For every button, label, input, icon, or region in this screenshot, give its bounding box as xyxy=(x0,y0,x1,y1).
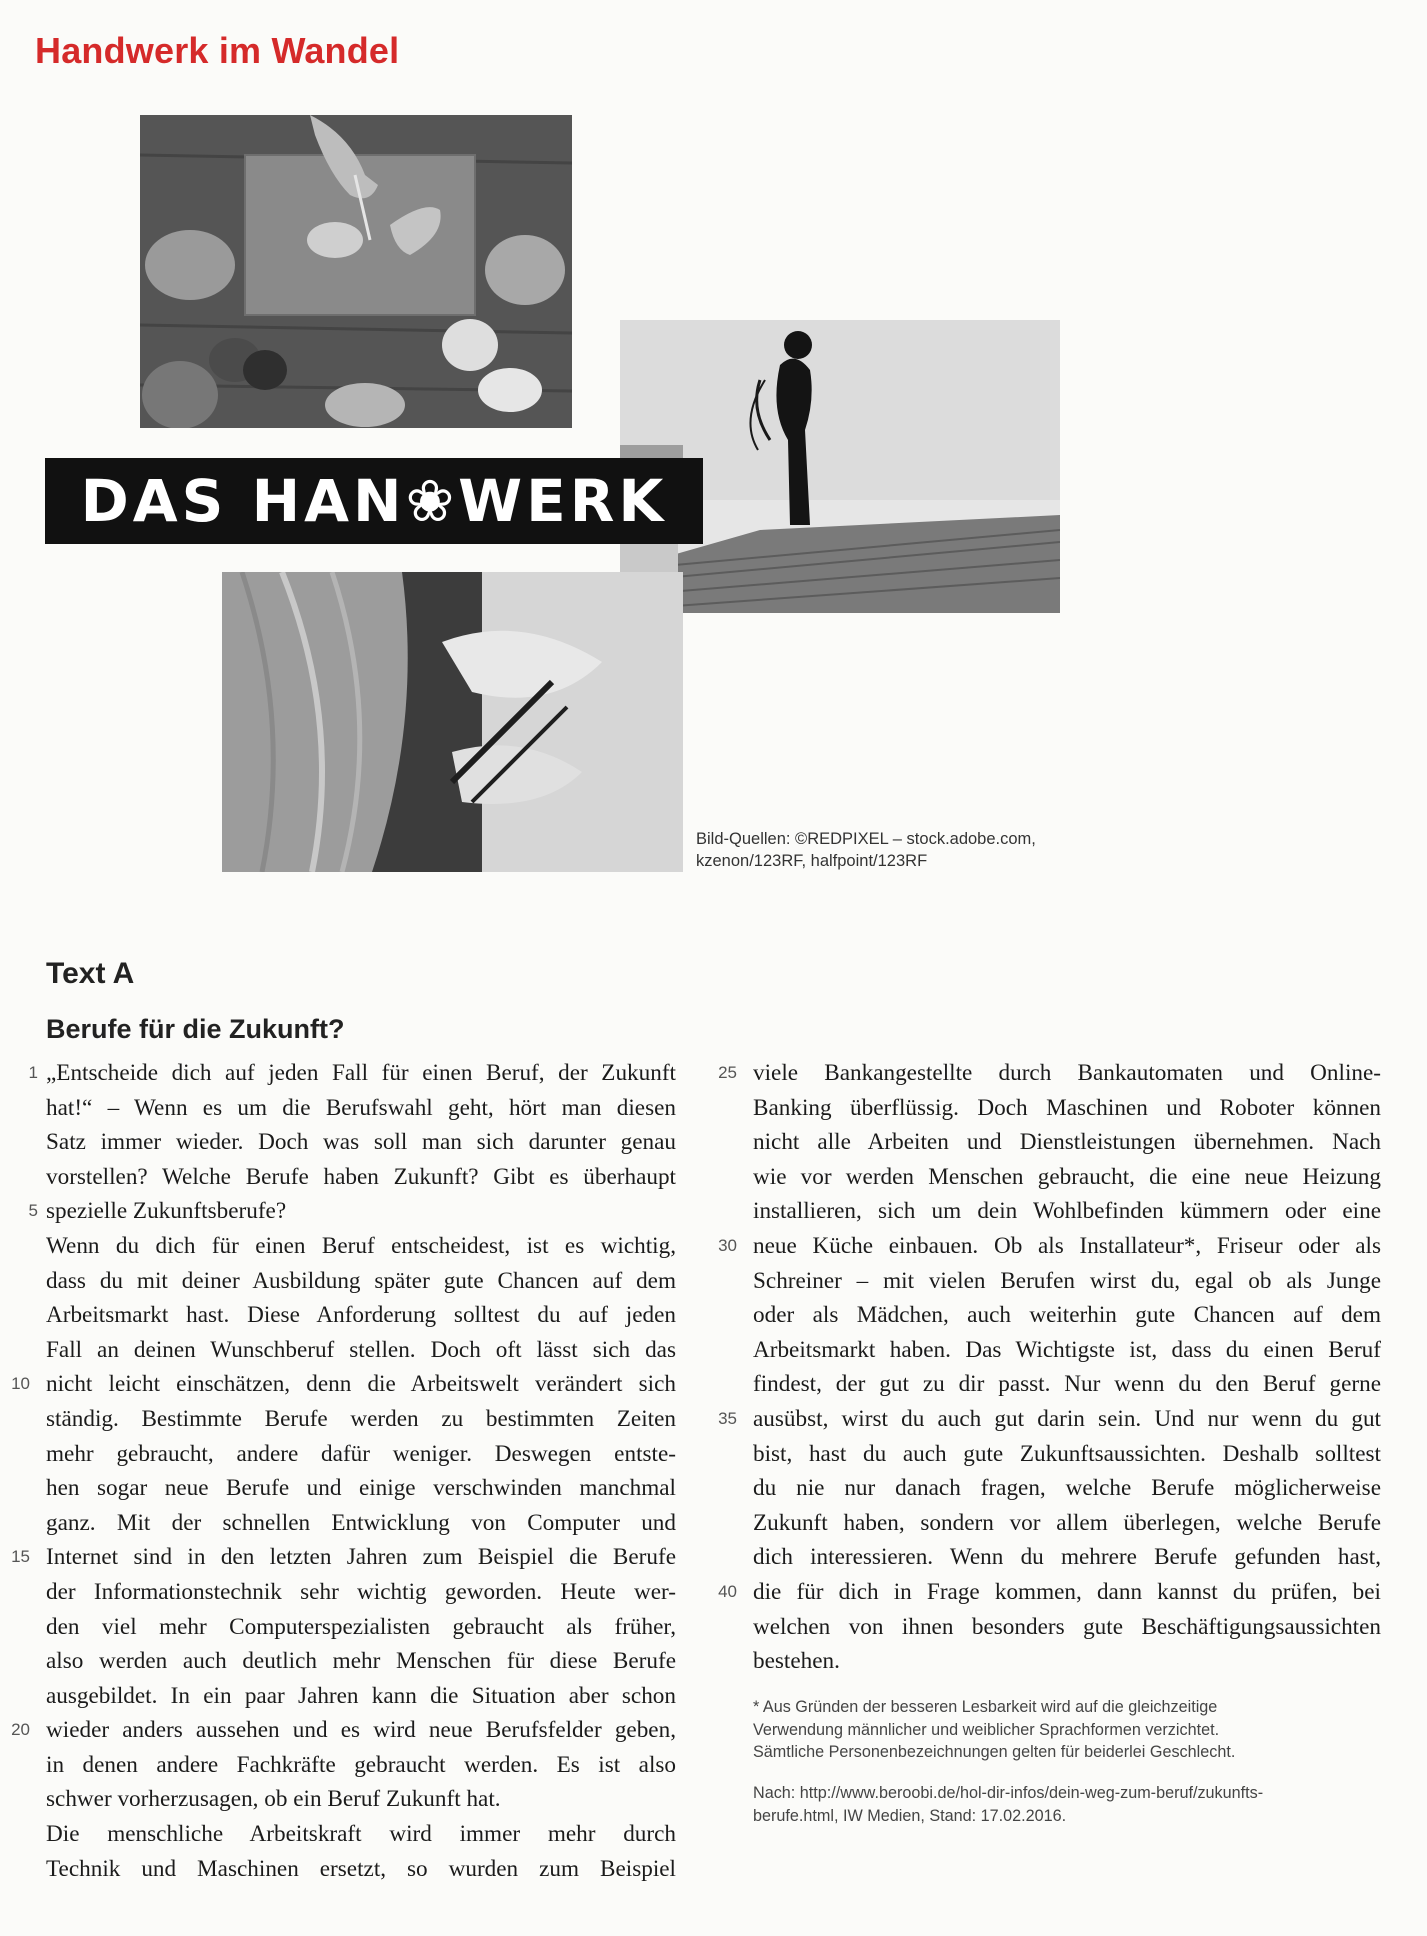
text-line: Zukunft haben, sondern vor allem überlegen, welche Berufe xyxy=(753,1509,1381,1536)
text-line: schwer vorherzusagen, ob ein Beruf Zukunft hat. xyxy=(46,1786,501,1813)
cooking-photo xyxy=(140,115,572,428)
text-line: dich interessieren. Wenn du mehrere Berufe gefunden hast, xyxy=(753,1544,1381,1571)
text-line: die für dich in Frage kommen, dann kannst du prüfen, bei xyxy=(753,1578,1381,1605)
line-number: 35 xyxy=(718,1409,737,1428)
text-line: der Informationstechnik sehr wichtig geworden. Heute wer- xyxy=(46,1578,676,1605)
text-line: bestehen. xyxy=(753,1648,840,1675)
page-title: Handwerk im Wandel xyxy=(35,30,400,71)
text-line: „Entscheide dich auf jeden Fall für einen Beruf, der Zukunft xyxy=(46,1060,676,1086)
section-label: Text A xyxy=(46,957,135,990)
text-line: mehr gebraucht, andere dafür weniger. Deswegen entste- xyxy=(46,1440,676,1467)
article-column-left xyxy=(46,1056,676,1886)
text-line: oder als Mädchen, auch weiterhin gute Chancen auf dem xyxy=(753,1302,1381,1329)
text-line: den viel mehr Computerspezialisten gebraucht als früher, xyxy=(46,1613,676,1640)
article-title: Berufe für die Zukunft? xyxy=(46,1014,345,1044)
text-line: hen sogar neue Berufe und einige verschwinden manchmal xyxy=(46,1475,676,1502)
text-line: ständig. Bestimmte Berufe werden zu bestimmten Zeiten xyxy=(46,1405,676,1432)
text-line: bist, hast du auch gute Zukunftsaussichten. Deshalb solltest xyxy=(753,1440,1381,1467)
text-line: Satz immer wieder. Doch was soll man sich darunter genau xyxy=(46,1129,676,1156)
text-line: installieren, sich um dein Wohlbefinden kümmern oder eine xyxy=(753,1198,1381,1225)
footnote-line: Verwendung männlicher und weiblicher Sprachformen verzichtet. xyxy=(753,1720,1220,1739)
text-line: ganz. Mit der schnellen Entwicklung von Computer und xyxy=(46,1509,676,1536)
line-number: 40 xyxy=(718,1582,737,1601)
text-line: Fall an deinen Wunschberuf stellen. Doch oft lässt sich das xyxy=(46,1336,676,1363)
text-line: ausgebildet. In ein paar Jahren kann die Situation aber schon xyxy=(46,1682,676,1709)
line-number: 15 xyxy=(11,1547,30,1566)
footnote-line: Sämtliche Personenbezeichnungen gelten für beiderlei Geschlecht. xyxy=(753,1743,1236,1761)
text-line: nicht leicht einschätzen, denn die Arbeitswelt verändert sich xyxy=(46,1371,676,1398)
hairdresser-photo xyxy=(222,572,683,872)
logo-text: DAS HAN❀WERK xyxy=(80,467,668,535)
article-column-right xyxy=(753,1056,1381,1679)
line-number: 20 xyxy=(11,1720,30,1739)
footnote-line: * Aus Gründen der besseren Lesbarkeit wird auf die gleichzeitige xyxy=(753,1698,1218,1716)
text-line: Schreiner – mit vielen Berufen wirst du, egal ob als Junge xyxy=(753,1267,1381,1294)
text-line: Technik und Maschinen ersetzt, so wurden zum Beispiel xyxy=(46,1855,676,1882)
text-line: wie vor werden Menschen gebraucht, die eine neue Heizung xyxy=(753,1163,1381,1190)
text-line: hat!“ – Wenn es um die Berufswahl geht, hört man diesen xyxy=(46,1094,676,1121)
line-number: 1 xyxy=(28,1063,38,1082)
text-line: viele Bankangestellte durch Bankautomaten und Online- xyxy=(753,1060,1381,1086)
text-line: Arbeitsmarkt haben. Das Wichtigste ist, dass du einen Beruf xyxy=(753,1336,1381,1363)
text-line: Die menschliche Arbeitskraft wird immer mehr durch xyxy=(46,1821,676,1848)
text-line: welchen von ihnen besonders gute Beschäftigungsaussichten xyxy=(753,1613,1381,1640)
text-line: spezielle Zukunftsberufe? xyxy=(46,1198,287,1225)
text-line: nicht alle Arbeiten und Dienstleistungen übernehmen. Nach xyxy=(753,1129,1381,1156)
text-line: dass du mit deiner Ausbildung später gute Chancen auf dem xyxy=(46,1267,676,1294)
text-line: Wenn du dich für einen Beruf entscheidest, ist es wichtig, xyxy=(46,1232,676,1259)
photo-credits xyxy=(696,828,1126,872)
line-number: 10 xyxy=(11,1374,30,1393)
source-citation xyxy=(753,1782,1373,1827)
source-line: berufe.html, IW Medien, Stand: 17.02.2016. xyxy=(753,1806,1067,1825)
text-line: vorstellen? Welche Berufe haben Zukunft? Gibt es überhaupt xyxy=(46,1163,676,1190)
credit-line: Bild-Quellen: ©REDPIXEL – stock.adobe.com, xyxy=(696,830,1036,848)
text-line: findest, der gut zu dir passt. Nur wenn du den Beruf gerne xyxy=(753,1371,1381,1398)
credit-line: kzenon/123RF, halfpoint/123RF xyxy=(696,852,928,870)
text-line: wieder anders aussehen und es wird neue Berufsfelder geben, xyxy=(46,1717,676,1744)
text-line: Arbeitsmarkt hast. Diese Anforderung solltest du auf jeden xyxy=(46,1302,676,1329)
das-handwerk-logo xyxy=(45,458,703,544)
line-number: 30 xyxy=(718,1236,737,1255)
text-line: in denen andere Fachkräfte gebraucht werden. Es ist also xyxy=(46,1751,676,1778)
text-line: neue Küche einbauen. Ob als Installateur*, Friseur oder als xyxy=(753,1232,1381,1259)
footnote xyxy=(753,1696,1373,1764)
text-line: Banking überflüssig. Doch Maschinen und Roboter können xyxy=(753,1094,1381,1121)
text-line: ausübst, wirst du auch gut darin sein. Und nur wenn du gut xyxy=(753,1405,1381,1432)
text-line: du nie nur danach fragen, welche Berufe möglicherweise xyxy=(753,1475,1381,1502)
source-line: Nach: http://www.beroobi.de/hol-dir-infos/dein-weg-zum-beruf/zukunfts- xyxy=(753,1784,1264,1802)
line-number: 25 xyxy=(718,1063,737,1082)
text-line: also werden auch deutlich mehr Menschen für diese Berufe xyxy=(46,1648,676,1675)
line-number: 5 xyxy=(28,1201,38,1220)
text-line: Internet sind in den letzten Jahren zum Beispiel die Berufe xyxy=(46,1544,676,1571)
